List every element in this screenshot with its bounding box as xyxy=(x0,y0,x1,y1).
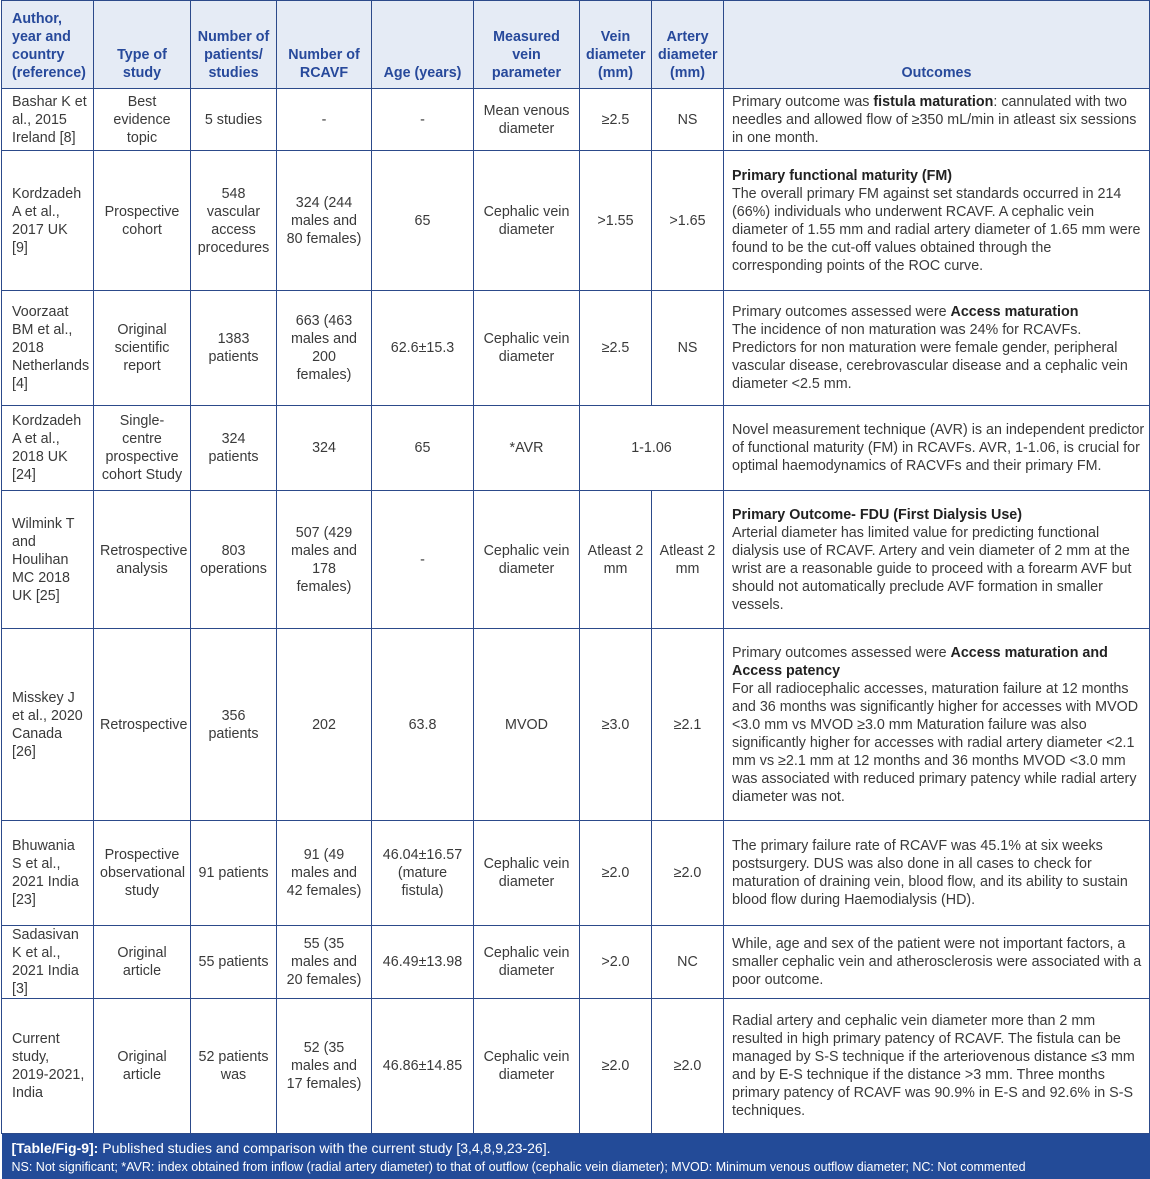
cell-outcomes xyxy=(724,491,1150,629)
cell-vein-diameter: ≥3.0 xyxy=(580,629,652,821)
header-measured-vein-parameter: Measured vein parameter xyxy=(474,1,580,89)
cell-number-of-rcavf: - xyxy=(277,89,372,151)
cell-number-of-rcavf: 91 (49 males and 42 females) xyxy=(277,821,372,926)
cell-measured-vein-parameter: *AVR xyxy=(474,406,580,491)
cell-age: 63.8 xyxy=(372,629,474,821)
header-artery-diameter: Artery diameter (mm) xyxy=(652,1,724,89)
cell-measured-vein-parameter: Mean venous diameter xyxy=(474,89,580,151)
outcome-highlight: Primary Outcome- FDU (First Dialysis Use) xyxy=(732,507,1022,523)
cell-type-of-study: Retrospective xyxy=(94,629,191,821)
cell-number-of-patients: 52 patients was xyxy=(191,999,277,1134)
cell-number-of-patients: 55 patients xyxy=(191,926,277,999)
cell-age: 65 xyxy=(372,151,474,291)
caption-title: Published studies and comparison with the current study [3,4,8,9,23-26]. xyxy=(102,1140,550,1156)
table-row xyxy=(2,406,1150,491)
cell-outcomes xyxy=(724,926,1150,999)
outcome-text: The incidence of non maturation was 24% for RCAVFs. Predictors for non maturation were female gender, peripheral vascular disease, cerebrovascular disease and a cephalic vein diameter <2.5 mm. xyxy=(732,322,1128,392)
cell-artery-diameter: >1.65 xyxy=(652,151,724,291)
cell-outcomes xyxy=(724,629,1150,821)
cell-author: Wilmink T and Houlihan MC 2018 UK [25] xyxy=(2,491,94,629)
cell-number-of-patients: 5 studies xyxy=(191,89,277,151)
header-type-of-study: Type of study xyxy=(94,1,191,89)
header-author: Author, year and country (reference) xyxy=(2,1,94,89)
table-row xyxy=(2,926,1150,999)
cell-number-of-patients: 324 patients xyxy=(191,406,277,491)
cell-author: Bashar K et al., 2015 Ireland [8] xyxy=(2,89,94,151)
outcome-highlight: Primary functional maturity (FM) xyxy=(732,168,952,184)
cell-type-of-study: Retrospective analysis xyxy=(94,491,191,629)
cell-artery-diameter: ≥2.1 xyxy=(652,629,724,821)
outcome-highlight: Access maturation and Access patency xyxy=(732,645,1108,679)
cell-measured-vein-parameter: Cephalic vein diameter xyxy=(474,999,580,1134)
cell-author: Voorzaat BM et al., 2018 Netherlands [4] xyxy=(2,291,94,406)
cell-artery-diameter: ≥2.0 xyxy=(652,999,724,1134)
outcome-text-lead: Primary outcomes assessed were xyxy=(732,645,951,661)
table-row xyxy=(2,821,1150,926)
table-header-row xyxy=(2,1,1150,89)
cell-artery-diameter: NC xyxy=(652,926,724,999)
outcome-highlight: Access maturation xyxy=(951,304,1079,320)
cell-measured-vein-parameter: Cephalic vein diameter xyxy=(474,926,580,999)
caption-row xyxy=(2,1134,1150,1179)
cell-number-of-patients: 548 vascular access procedures xyxy=(191,151,277,291)
cell-vein-diameter: >2.0 xyxy=(580,926,652,999)
header-number-of-rcavf: Number of RCAVF xyxy=(277,1,372,89)
cell-author: Kordzadeh A et al., 2018 UK [24] xyxy=(2,406,94,491)
cell-age: 62.6±15.3 xyxy=(372,291,474,406)
studies-comparison-table xyxy=(1,0,1150,1179)
outcome-text: While, age and sex of the patient were not important factors, a smaller cephalic vein and atherosclerosis were associated with a poor outcome. xyxy=(732,936,1141,988)
caption-title-line xyxy=(12,1138,1140,1158)
cell-number-of-rcavf: 324 (244 males and 80 females) xyxy=(277,151,372,291)
outcome-text: The overall primary FM against set standards occurred in 214 (66%) individuals who underwent RCAVF. A cephalic vein diameter of 1.55 mm and radial artery diameter of 1.65 mm were found to be the cut-off values obtained through the corresponding points of the ROC curve. xyxy=(732,186,1140,274)
outcome-text: For all radiocephalic accesses, maturation failure at 12 months and 36 months was significantly higher for accesses with MVOD <3.0 mm vs MVOD ≥3.0 mm Maturation failure was also significantly higher for accesses with radial artery diameter <2.1 mm vs ≥2.1 mm at 12 months and 36 months MVOD <3.0 mm was associated with reduced primary patency while radial artery diameter was not. xyxy=(732,681,1138,805)
caption-note: NS: Not significant; *AVR: index obtained from inflow (radial artery diameter) to that of outflow (cephalic vein diameter); MVOD: Minimum venous outflow diameter; NC: Not commented xyxy=(12,1158,1140,1176)
cell-artery-diameter: NS xyxy=(652,291,724,406)
cell-vein-diameter: ≥2.5 xyxy=(580,89,652,151)
cell-number-of-rcavf: 663 (463 males and 200 females) xyxy=(277,291,372,406)
table-body xyxy=(2,89,1150,1134)
cell-type-of-study: Prospective observational study xyxy=(94,821,191,926)
cell-measured-vein-parameter: Cephalic vein diameter xyxy=(474,151,580,291)
cell-artery-diameter: NS xyxy=(652,89,724,151)
table-row xyxy=(2,291,1150,406)
cell-outcomes xyxy=(724,406,1150,491)
cell-number-of-patients: 1383 patients xyxy=(191,291,277,406)
cell-type-of-study: Original scientific report xyxy=(94,291,191,406)
header-age: Age (years) xyxy=(372,1,474,89)
table-caption xyxy=(2,1134,1150,1179)
cell-measured-vein-parameter: Cephalic vein diameter xyxy=(474,491,580,629)
cell-vein-diameter: Atleast 2 mm xyxy=(580,491,652,629)
cell-author: Misskey J et al., 2020 Canada [26] xyxy=(2,629,94,821)
cell-number-of-patients: 91 patients xyxy=(191,821,277,926)
cell-vein-diameter: ≥2.0 xyxy=(580,821,652,926)
caption-label: [Table/Fig-9]: xyxy=(12,1140,99,1156)
cell-author: Kordzadeh A et al., 2017 UK [9] xyxy=(2,151,94,291)
table-row xyxy=(2,629,1150,821)
cell-type-of-study: Original article xyxy=(94,999,191,1134)
cell-author: Current study, 2019-2021, India xyxy=(2,999,94,1134)
table-row xyxy=(2,89,1150,151)
cell-type-of-study: Prospective cohort xyxy=(94,151,191,291)
cell-number-of-rcavf: 202 xyxy=(277,629,372,821)
cell-age: - xyxy=(372,491,474,629)
cell-age: - xyxy=(372,89,474,151)
cell-author: Sadasivan K et al., 2021 India [3] xyxy=(2,926,94,999)
cell-type-of-study: Best evidence topic xyxy=(94,89,191,151)
cell-author: Bhuwania S et al., 2021 India [23] xyxy=(2,821,94,926)
cell-artery-diameter: Atleast 2 mm xyxy=(652,491,724,629)
table-row xyxy=(2,491,1150,629)
outcome-text: Radial artery and cephalic vein diameter more than 2 mm resulted in high primary patency of RCAVF. The fistula can be managed by S-S technique if the arteriovenous distance ≤3 mm and by E-S technique if the distance >3 mm. Three months primary patency of RCAVF was 90.9% in E-S and 92.6% in S-S techniques. xyxy=(732,1013,1135,1119)
cell-measured-vein-parameter: MVOD xyxy=(474,629,580,821)
cell-number-of-rcavf: 55 (35 males and 20 females) xyxy=(277,926,372,999)
cell-measured-vein-parameter: Cephalic vein diameter xyxy=(474,821,580,926)
outcome-text-lead: Primary outcomes assessed were xyxy=(732,304,951,320)
cell-number-of-rcavf: 507 (429 males and 178 females) xyxy=(277,491,372,629)
cell-outcomes xyxy=(724,151,1150,291)
cell-number-of-rcavf: 52 (35 males and 17 females) xyxy=(277,999,372,1134)
outcome-highlight: fistula maturation xyxy=(873,94,993,110)
header-vein-diameter: Vein diameter (mm) xyxy=(580,1,652,89)
cell-number-of-patients: 356 patients xyxy=(191,629,277,821)
header-number-of-patients: Number of patients/ studies xyxy=(191,1,277,89)
outcome-text-lead: Primary outcome was xyxy=(732,94,873,110)
cell-age: 46.04±16.57 (mature fistula) xyxy=(372,821,474,926)
cell-vein-diameter: ≥2.0 xyxy=(580,999,652,1134)
cell-type-of-study: Original article xyxy=(94,926,191,999)
outcome-text: Arterial diameter has limited value for predicting functional dialysis use of RCAVF. Artery and vein diameter of 2 mm at the wrist are a reasonable guide to proceed with a forearm AVF but should not automatically preclude AVF formation in smaller vessels. xyxy=(732,525,1131,613)
outcome-text: : cannulated with two needles and allowed flow of ≥350 mL/min in atleast six sessions in one month. xyxy=(732,94,1136,146)
cell-outcomes xyxy=(724,821,1150,926)
outcome-text: The primary failure rate of RCAVF was 45.1% at six weeks postsurgery. DUS was also done in all cases to check for maturation of draining vein, blood flow, and its ability to sustain blood flow during Haemodialysis (HD). xyxy=(732,838,1128,908)
cell-number-of-patients: 803 operations xyxy=(191,491,277,629)
cell-outcomes xyxy=(724,999,1150,1134)
table-row xyxy=(2,999,1150,1134)
cell-age: 65 xyxy=(372,406,474,491)
cell-measured-vein-parameter: Cephalic vein diameter xyxy=(474,291,580,406)
outcome-text: Novel measurement technique (AVR) is an independent predictor of functional maturity (FM) in RCAVFs. AVR, 1-1.06, is crucial for optimal haemodynamics of RACVFs and their primary FM. xyxy=(732,422,1144,474)
cell-diameter-ratio: 1-1.06 xyxy=(580,406,724,491)
cell-age: 46.86±14.85 xyxy=(372,999,474,1134)
header-outcomes: Outcomes xyxy=(724,1,1150,89)
cell-outcomes xyxy=(724,291,1150,406)
cell-vein-diameter: ≥2.5 xyxy=(580,291,652,406)
table-row xyxy=(2,151,1150,291)
cell-number-of-rcavf: 324 xyxy=(277,406,372,491)
cell-vein-diameter: >1.55 xyxy=(580,151,652,291)
cell-age: 46.49±13.98 xyxy=(372,926,474,999)
cell-outcomes xyxy=(724,89,1150,151)
cell-artery-diameter: ≥2.0 xyxy=(652,821,724,926)
cell-type-of-study: Single-centre prospective cohort Study xyxy=(94,406,191,491)
